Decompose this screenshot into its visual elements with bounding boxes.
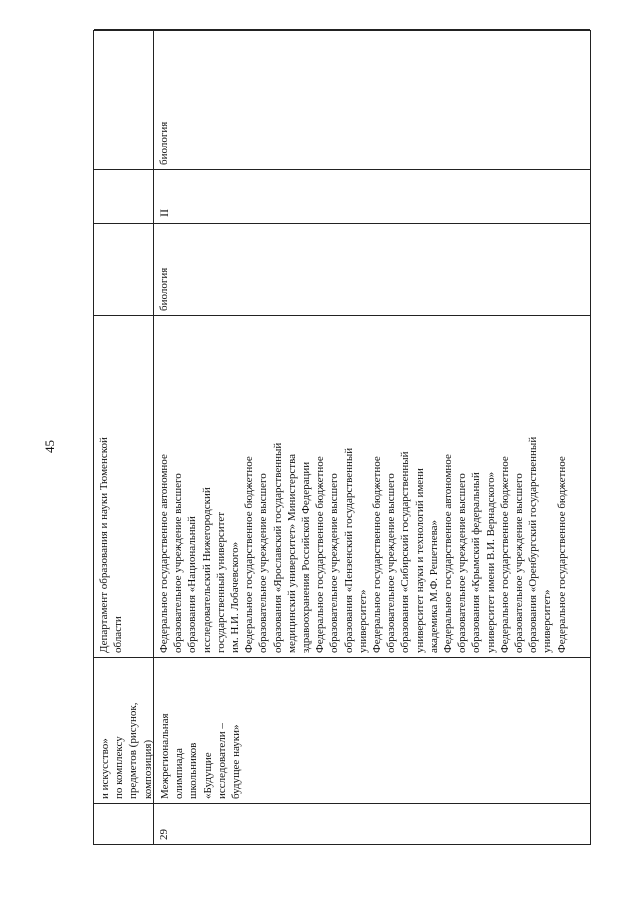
olympiad-name-cell: Межрегиональная олимпиада школьников «Будущие исследователи – будущее науки» bbox=[154, 657, 590, 803]
row-number: 29 bbox=[154, 803, 590, 844]
page-number: 45 bbox=[42, 440, 57, 453]
table-row-29 bbox=[154, 29, 590, 844]
level-cell bbox=[94, 29, 153, 224]
number-cell bbox=[94, 803, 153, 844]
profile-subject-cell: биология bbox=[154, 169, 590, 315]
organizer-cell: Департамент образования и науки Тюменской области bbox=[94, 315, 153, 657]
subject-cell: биология bbox=[154, 29, 590, 169]
level-cell: II bbox=[154, 29, 590, 224]
olympiad-name-cell: и искусство» по комплексу предметов (рисунок, композиция) bbox=[94, 657, 153, 803]
olympiad-table bbox=[93, 30, 591, 845]
table-row-continued bbox=[94, 29, 154, 844]
organizers-cell: Федеральное государственное автономное образовательное учреждение высшего образования «Национальный исследовательский Нижегородский государственный университет им. Н.И. Лобачевского» Федеральное государственное бюджетное образовательное учреждение высшего образования «Ярославский государственный медицинский университет» Министерства здравоохранения Российской Федерации Федеральное государственное бюджетное образовательное учреждение высшего образования «Пензенский государственный университет» Федеральное государственное бюджетное образовательное учреждение высшего образования «Сибирский государственный университет науки и технологий имени академика М.Ф. Решетнева» Федеральное государственное автономное образовательное учреждение высшего образования «Крымский федеральный университет имени В.И. Вернадского» Федеральное государственное бюджетное образовательное учреждение высшего образования «Оренбургский государственный университет» Федеральное государственное бюджетное bbox=[154, 315, 590, 657]
